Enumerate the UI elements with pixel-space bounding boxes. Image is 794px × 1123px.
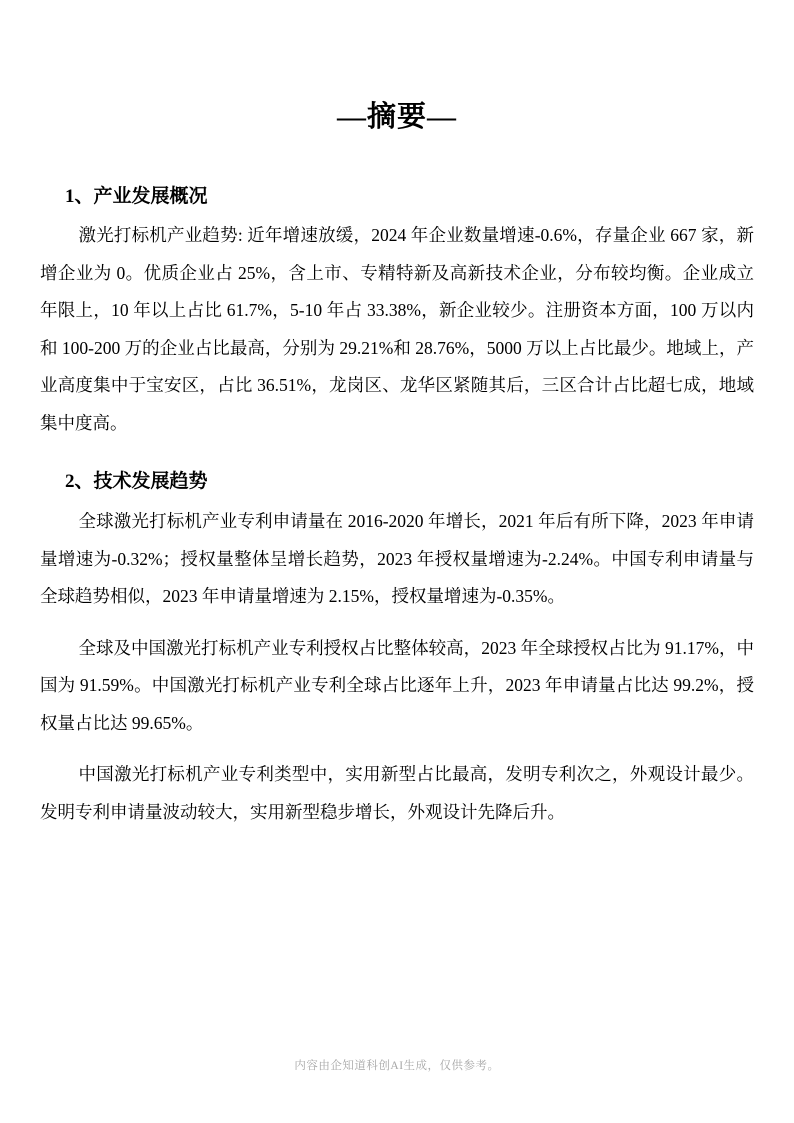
paragraph-patent-grant-share: 全球及中国激光打标机产业专利授权占比整体较高，2023 年全球授权占比为 91.17%，中国为 91.59%。中国激光打标机产业专利全球占比逐年上升，2023 年申请量占比达 99.2%，授权量占比达 99.65%。	[40, 637, 754, 733]
paragraph-industry-overview: 激光打标机产业趋势: 近年增速放缓，2024 年企业数量增速-0.6%，存量企业 667 家，新增企业为 0。优质企业占 25%，含上市、专精特新及高新技术企业，分布较均衡。企业成立年限上，10 年以上占比 61.7%，5-10 年占 33.38%，新企业较少。注册资本方面，100 万以内和 100-200 万的企业占比最高，分别为 29.21%和 28.76%，5000 万以上占比最少。地域上，产业高度集中于宝安区，占比 36.51%，龙岗区、龙华区紧随其后，三区合计占比超七成，地域集中度高。	[40, 225, 754, 433]
paragraph-patent-types: 中国激光打标机产业专利类型中，实用新型占比最高，发明专利次之，外观设计最少。发明专利申请量波动较大，实用新型稳步增长，外观设计先降后升。	[40, 764, 754, 822]
section-heading-industry-overview: 1、产业发展概况	[65, 185, 208, 207]
document-content	[40, 0, 754, 845]
page-title: —摘要—	[336, 101, 457, 133]
section-heading-technology-trends: 2、技术发展趋势	[65, 471, 208, 493]
paragraph-patent-applications: 全球激光打标机产业专利申请量在 2016-2020 年增长，2021 年后有所下降，2023 年申请量增速为-0.32%；授权量整体呈增长趋势，2023 年授权量增速为-2.24%。中国专利申请量与全球趋势相似，2023 年申请量增速为 2.15%，授权量增速为-0.35%。	[40, 511, 754, 607]
ai-generated-disclaimer: 内容由企知道科创AI生成，仅供参考。	[294, 1060, 500, 1072]
